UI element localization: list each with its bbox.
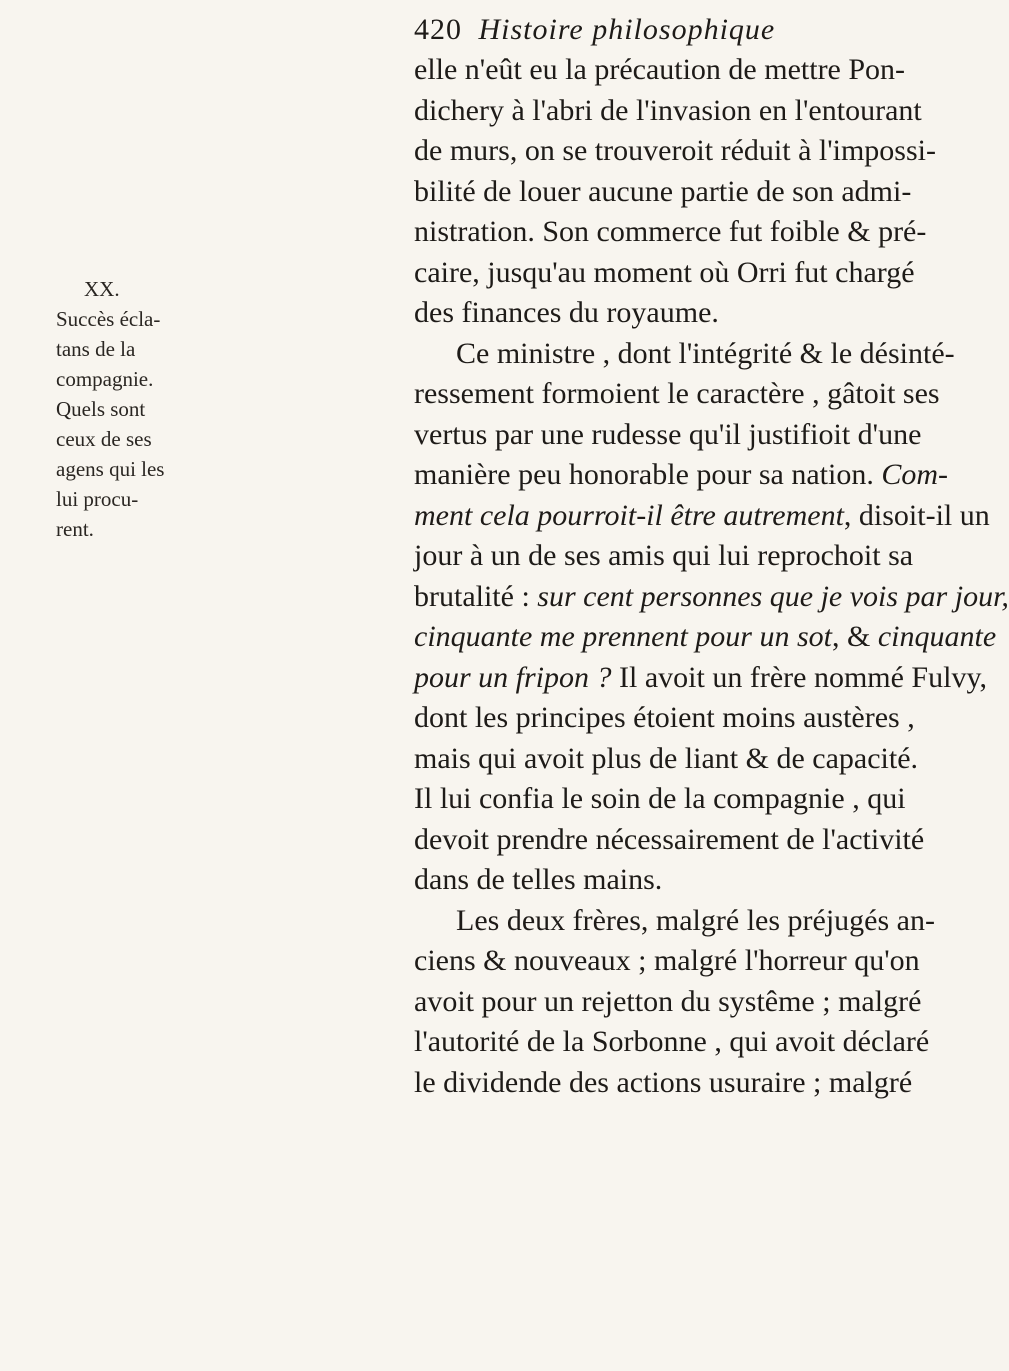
text-line — [414, 779, 906, 820]
text-line — [414, 739, 919, 780]
text-line — [414, 698, 915, 739]
text-line — [414, 496, 990, 537]
text-segment: dont les principes étoient moins austères , — [414, 701, 915, 734]
margin-note-line: agens qui les — [56, 457, 165, 481]
text-segment: Ce ministre , dont l'intégrité & le désinté- — [456, 336, 955, 370]
margin-note-line: Succès écla- — [56, 307, 161, 331]
text-line — [414, 374, 940, 415]
text-line — [414, 617, 997, 658]
text-segment: Il avoit un frère nommé Fulvy, — [611, 660, 987, 694]
text-line — [414, 941, 920, 982]
text-segment: mais qui avoit plus de liant & de capacité. — [414, 741, 919, 775]
text-line — [414, 658, 987, 699]
margin-note — [56, 274, 165, 544]
page-number: 420 — [414, 13, 462, 46]
text-segment: dichery à l'abri de l'invasion en l'entourant — [414, 93, 922, 127]
page-header — [414, 8, 775, 52]
italic-segment: ment cela pourroit-il être autrement — [414, 498, 844, 532]
body-text — [414, 50, 1009, 1103]
text-segment: vertus par une rudesse qu'il justifioit d'une — [414, 417, 922, 451]
text-line — [414, 334, 955, 375]
italic-segment: cinquante me prennent pour un sot — [414, 620, 832, 653]
margin-note-line: rent. — [56, 517, 94, 541]
text-segment: bilité de louer aucune partie de son admi- — [414, 174, 912, 208]
text-segment: manière peu honorable pour sa nation. — [414, 458, 882, 491]
text-line — [414, 253, 915, 294]
text-segment: brutalité : — [414, 579, 538, 613]
margin-note-line: Quels sont — [56, 397, 146, 421]
text-segment: elle n'eût eu la précaution de mettre Pon- — [414, 53, 906, 86]
margin-note-line: tans de la — [56, 337, 136, 361]
text-segment: ciens & nouveaux ; malgré l'horreur qu'on — [414, 944, 920, 977]
text-line — [414, 415, 922, 456]
text-segment: des finances du royaume. — [414, 296, 719, 329]
italic-segment: Com- — [881, 458, 949, 491]
text-segment: Il lui confia le soin de la compagnie , qui — [414, 782, 906, 815]
text-line — [414, 577, 1009, 618]
running-title: Histoire philosophique — [478, 13, 776, 46]
text-segment: jour à un de ses amis qui lui reprochoit sa — [414, 539, 914, 572]
text-line — [414, 820, 925, 861]
text-line — [414, 455, 949, 496]
margin-note-line: compagnie. — [56, 367, 154, 391]
text-segment: le dividende des actions usuraire ; malgré — [414, 1065, 913, 1099]
text-line — [414, 901, 935, 942]
text-line — [414, 293, 792, 334]
margin-note-line: lui procu- — [56, 487, 139, 511]
italic-segment: sur cent personnes que je vois par jour, — [537, 579, 1009, 613]
text-segment: devoit prendre nécessairement de l'activité — [414, 822, 925, 856]
text-segment: , disoit-il un — [843, 498, 990, 532]
text-line — [414, 50, 906, 91]
text-segment: dans de telles mains. — [414, 863, 663, 896]
text-line — [414, 1022, 930, 1063]
text-line — [414, 860, 792, 901]
italic-segment: cinquante — [877, 620, 997, 653]
text-segment: avoit pour un rejetton du systême ; malgré — [414, 984, 922, 1018]
text-line — [414, 212, 927, 253]
text-line — [414, 982, 922, 1023]
text-segment: , & — [832, 620, 878, 653]
text-line — [414, 1063, 913, 1104]
text-segment: caire, jusqu'au moment où Orri fut chargé — [414, 255, 915, 289]
margin-note-number: XX. — [84, 277, 120, 301]
text-segment: ressement formoient le caractère , gâtoit ses — [414, 377, 940, 410]
italic-segment: pour un fripon ? — [414, 660, 612, 694]
text-line — [414, 91, 922, 132]
text-line — [414, 536, 914, 577]
text-segment: nistration. Son commerce fut foible & pré- — [414, 215, 927, 248]
text-segment: de murs, on se trouveroit réduit à l'impossi- — [414, 134, 936, 167]
text-line — [414, 172, 912, 213]
text-segment: Les deux frères, malgré les préjugés an- — [456, 903, 935, 937]
text-line — [414, 131, 936, 172]
text-segment: l'autorité de la Sorbonne , qui avoit déclaré — [414, 1025, 930, 1058]
margin-note-line: ceux de ses — [56, 427, 152, 451]
